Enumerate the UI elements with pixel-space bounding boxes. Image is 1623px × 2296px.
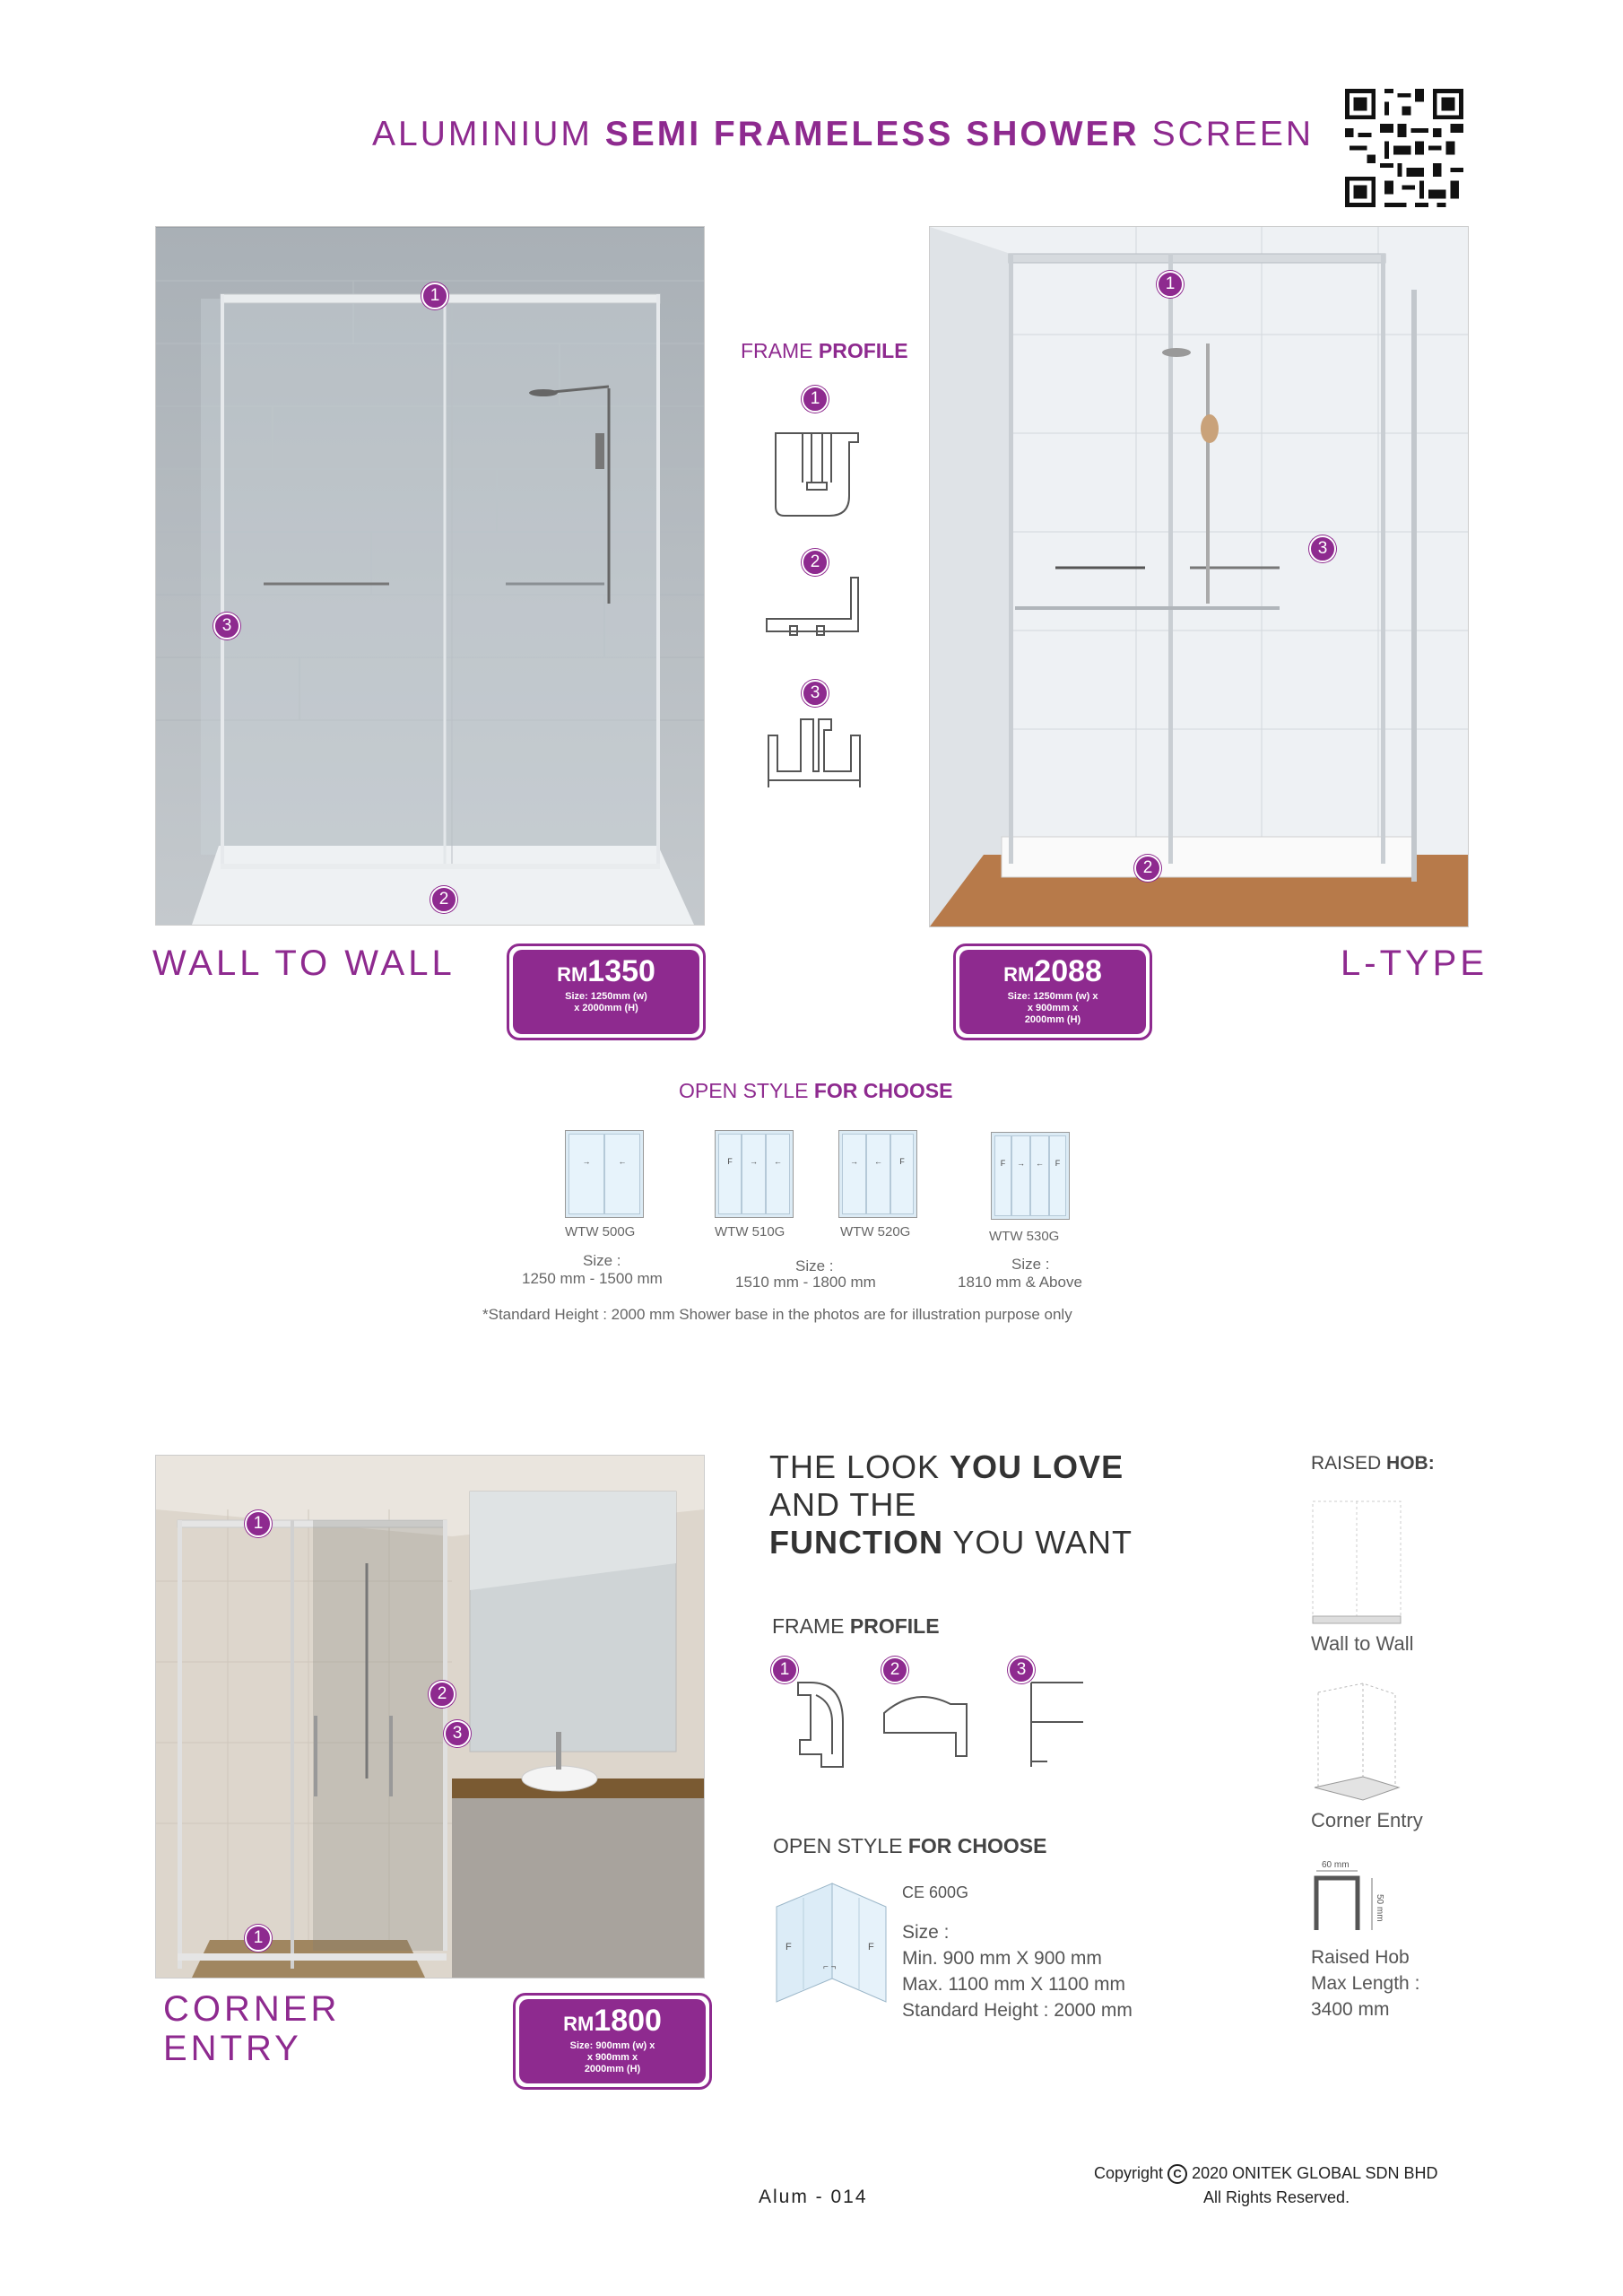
corner-entry-price: 1800 xyxy=(594,2004,662,2038)
profile-1-badge: 1 xyxy=(802,386,829,413)
raised-hob-wtw-drawing xyxy=(1311,1500,1402,1639)
profile-b2-badge: 2 xyxy=(881,1657,908,1683)
raised-hob-desc-1: Raised Hob xyxy=(1311,1947,1410,1968)
raised-hob-wtw-caption: Wall to Wall xyxy=(1311,1632,1414,1655)
wtw-510g-diagram: F → ← xyxy=(715,1130,794,1218)
corner-entry-label-line2: ENTRY xyxy=(163,2029,302,2068)
svg-text:50 mm: 50 mm xyxy=(1375,1894,1384,1922)
svg-text:F: F xyxy=(868,1942,874,1952)
size-range: 1250 mm - 1500 mm xyxy=(522,1270,663,1287)
size-label: Size : xyxy=(583,1252,621,1269)
profile-1-drawing xyxy=(767,424,867,529)
model-name: WTW 510G xyxy=(715,1224,785,1239)
l-type-photo xyxy=(929,226,1469,927)
corner-entry-price-tag: RM1800 Size: 900mm (w) x x 900mm x 2000mm (H) xyxy=(513,1993,712,2090)
raised-hob-corner-drawing xyxy=(1309,1682,1401,1812)
model-name: WTW 520G xyxy=(840,1224,911,1239)
raised-hob-desc-2: Max Length : xyxy=(1311,1973,1420,1994)
ce-600g-max: Max. 1100 mm X 1100 mm xyxy=(902,1974,1125,1995)
model-name: WTW 530G xyxy=(989,1229,1060,1244)
callout-3-corner: 3 xyxy=(444,1720,471,1747)
callout-3-wtw: 3 xyxy=(213,613,240,639)
copyright-symbol: C xyxy=(1167,2164,1187,2184)
headline: THE LOOK YOU LOVE AND THE FUNCTION YOU WANT xyxy=(769,1448,1133,1561)
ce-600g-size-label: Size : xyxy=(902,1922,950,1943)
callout-2-wtw: 2 xyxy=(430,886,457,913)
corner-entry-photo xyxy=(155,1455,705,1979)
wtw-530g-diagram: F → ← F xyxy=(991,1132,1070,1220)
svg-text:⌐ ¬: ⌐ ¬ xyxy=(823,1962,837,1972)
standard-height-note: *Standard Height : 2000 mm Shower base in the photos are for illustration purpose only xyxy=(482,1306,1072,1323)
callout-2-corner: 2 xyxy=(429,1681,456,1708)
svg-text:60 mm: 60 mm xyxy=(1322,1860,1350,1870)
raised-hob-corner-caption: Corner Entry xyxy=(1311,1809,1423,1831)
profile-2-badge: 2 xyxy=(802,549,829,576)
raised-hob-heading: RAISED HOB: xyxy=(1311,1453,1435,1474)
callout-1-ltype: 1 xyxy=(1157,271,1184,298)
raised-hob-section-drawing xyxy=(1309,1858,1399,1938)
callout-1-corner-top: 1 xyxy=(245,1510,272,1537)
page-title: ALUMINIUM SEMI FRAMELESS SHOWER SCREEN xyxy=(372,115,1315,153)
callout-2-ltype: 2 xyxy=(1134,855,1161,882)
l-type-price-tag: RM2088 Size: 1250mm (w) x x 900mm x 2000mm (H) xyxy=(953,944,1152,1040)
wtw-520g-diagram: → ← F xyxy=(838,1130,917,1218)
rights-reserved: All Rights Reserved. xyxy=(1203,2188,1350,2206)
size-label: Size : xyxy=(1011,1256,1050,1273)
wall-to-wall-price: 1350 xyxy=(587,954,655,988)
size-range: 1810 mm & Above xyxy=(958,1274,1082,1291)
ce-600g-height: Standard Height : 2000 mm xyxy=(902,2000,1133,2021)
copyright: Copyright C 2020 ONITEK GLOBAL SDN BHD xyxy=(1094,2164,1438,2184)
l-type-price: 2088 xyxy=(1034,954,1102,988)
frame-profile-heading-bottom: FRAME PROFILE xyxy=(772,1614,940,1638)
ce-600g-model: CE 600G xyxy=(902,1883,969,1901)
l-type-label: L-TYPE xyxy=(1341,944,1488,983)
profile-3-drawing xyxy=(765,718,865,794)
frame-profile-heading: FRAME PROFILE xyxy=(741,339,908,362)
page-number: Alum - 014 xyxy=(759,2187,868,2207)
corner-entry-label-line1: CORNER xyxy=(163,1989,341,2029)
size-label: Size : xyxy=(795,1257,834,1274)
svg-text:F: F xyxy=(785,1942,792,1952)
profile-3-badge: 3 xyxy=(802,680,829,707)
callout-3-ltype: 3 xyxy=(1309,535,1336,562)
profile-b1-badge: 1 xyxy=(771,1657,798,1683)
wtw-500g-diagram: → ← xyxy=(565,1130,644,1218)
open-style-heading-bottom: OPEN STYLE FOR CHOOSE xyxy=(773,1834,1047,1857)
size-range: 1510 mm - 1800 mm xyxy=(735,1274,876,1291)
ce-600g-min: Min. 900 mm X 900 mm xyxy=(902,1948,1102,1969)
callout-1-corner-bottom: 1 xyxy=(245,1925,272,1952)
raised-hob-desc-3: 3400 mm xyxy=(1311,1999,1390,2020)
profile-b-drawings xyxy=(780,1677,1103,1780)
profile-2-drawing xyxy=(765,574,865,643)
wall-to-wall-price-tag: RM1350 Size: 1250mm (w) x 2000mm (H) xyxy=(507,944,706,1040)
wall-to-wall-photo xyxy=(155,226,705,926)
profile-b3-badge: 3 xyxy=(1008,1657,1035,1683)
open-style-heading: OPEN STYLE FOR CHOOSE xyxy=(679,1079,953,1102)
ce-600g-diagram xyxy=(773,1880,890,2010)
callout-1-wtw: 1 xyxy=(421,283,448,309)
model-name: WTW 500G xyxy=(565,1224,636,1239)
wall-to-wall-label: WALL TO WALL xyxy=(152,944,456,983)
qr-code[interactable] xyxy=(1341,83,1468,213)
